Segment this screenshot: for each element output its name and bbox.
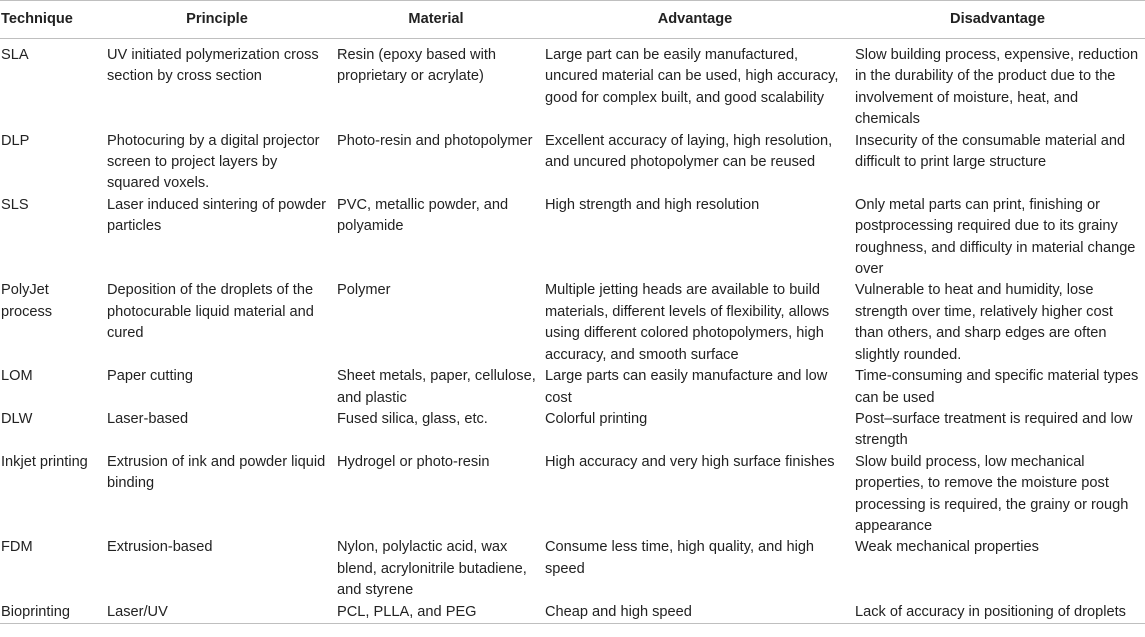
technique-cell: SLS [1, 196, 29, 213]
disadvantage-cell: Insecurity of the consumable material and difficult to print large structure [855, 132, 1126, 171]
advantage-cell: High strength and high resolution [545, 196, 760, 213]
material-cell: PVC, metallic powder, and polyamide [337, 196, 509, 235]
principle-cell: Extrusion-based [107, 539, 213, 556]
table-row [0, 280, 1145, 366]
technique-cell: LOM [1, 368, 33, 385]
material-cell: Polymer [337, 282, 391, 299]
table-row [0, 452, 1145, 538]
disadvantage-cell: Only metal parts can print, finishing or postprocessing required due to its grainy roughness, and difficulty in material change over [855, 196, 1136, 278]
disadvantage-cell: Time-consuming and specific material types can be used [855, 368, 1139, 406]
table-row [0, 366, 1145, 409]
header-material: Material [332, 1, 540, 39]
advantage-cell: Large part can be easily manufactured, uncured material can be used, high accuracy, good for complex built, and good scalability [545, 47, 839, 106]
technique-cell: DLW [1, 410, 33, 427]
principle-cell: Laser induced sintering of powder particles [107, 196, 327, 235]
material-cell: Resin (epoxy based with proprietary or acrylate) [337, 47, 496, 85]
principle-cell: Extrusion of ink and powder liquid binding [107, 453, 326, 492]
technique-cell: PolyJet process [1, 282, 53, 320]
disadvantage-cell: Post–surface treatment is required and low strength [855, 410, 1133, 449]
advantage-cell: Cheap and high speed [540, 602, 850, 624]
table-body [0, 39, 1145, 624]
header-advantage: Advantage [540, 1, 850, 39]
disadvantage-cell: Slow building process, expensive, reduction in the durability of the product due to the involvement of moisture, heat, and chemicals [855, 47, 1139, 128]
disadvantage-cell: Weak mechanical properties [855, 539, 1039, 556]
principle-cell: Paper cutting [107, 368, 193, 385]
header-row [0, 1, 1145, 39]
principle-cell: Laser-based [107, 410, 189, 427]
material-cell: Sheet metals, paper, cellulose, and plastic [337, 368, 536, 406]
table-row [0, 602, 1145, 624]
advantage-cell: Large parts can easily manufacture and low cost [545, 368, 828, 406]
technique-cell: DLP [1, 132, 30, 149]
header-technique: Technique [0, 1, 102, 39]
table-row [0, 537, 1145, 601]
advantage-cell: Excellent accuracy of laying, high resolution, and uncured photopolymer can be reused [545, 132, 833, 171]
technique-cell: Bioprinting [0, 602, 102, 624]
advantage-cell: Colorful printing [545, 410, 648, 427]
table-row [0, 409, 1145, 452]
disadvantage-cell: Vulnerable to heat and humidity, lose strength over time, relatively higher cost than others, and sharp edges are often slightly rounded. [855, 282, 1113, 363]
technique-cell: SLA [1, 47, 29, 63]
material-cell: Photo-resin and photopolymer [337, 132, 533, 149]
advantage-cell: Multiple jetting heads are available to build materials, different levels of flexibility, allows using different colored photopolymers, high accuracy, and smooth surface [545, 282, 830, 363]
table-header [0, 1, 1145, 39]
principle-cell: UV initiated polymerization cross section by cross section [107, 47, 319, 85]
principle-cell: Photocuring by a digital projector screen to project layers by squared voxels. [107, 132, 320, 192]
table-row [0, 39, 1145, 131]
principle-cell: Laser/UV [102, 602, 332, 624]
table-row [0, 131, 1145, 195]
material-cell: Fused silica, glass, etc. [337, 410, 488, 427]
material-cell: PCL, PLLA, and PEG [332, 602, 540, 624]
disadvantage-cell: Slow build process, low mechanical properties, to remove the moisture post processing is required, the grainy or rough appearance [855, 453, 1129, 534]
advantage-cell: High accuracy and very high surface finishes [545, 453, 835, 470]
material-cell: Hydrogel or photo-resin [337, 453, 490, 470]
technique-cell: FDM [1, 539, 33, 556]
material-cell: Nylon, polylactic acid, wax blend, acrylonitrile butadiene, and styrene [337, 539, 527, 599]
advantage-cell: Consume less time, high quality, and high speed [545, 539, 815, 577]
technique-cell: Inkjet printing [1, 453, 88, 470]
table-row [0, 195, 1145, 281]
principle-cell: Deposition of the droplets of the photocurable liquid material and cured [107, 282, 314, 342]
header-principle: Principle [102, 1, 332, 39]
disadvantage-cell: Lack of accuracy in positioning of droplets [850, 602, 1145, 624]
header-disadvantage: Disadvantage [850, 1, 1145, 39]
